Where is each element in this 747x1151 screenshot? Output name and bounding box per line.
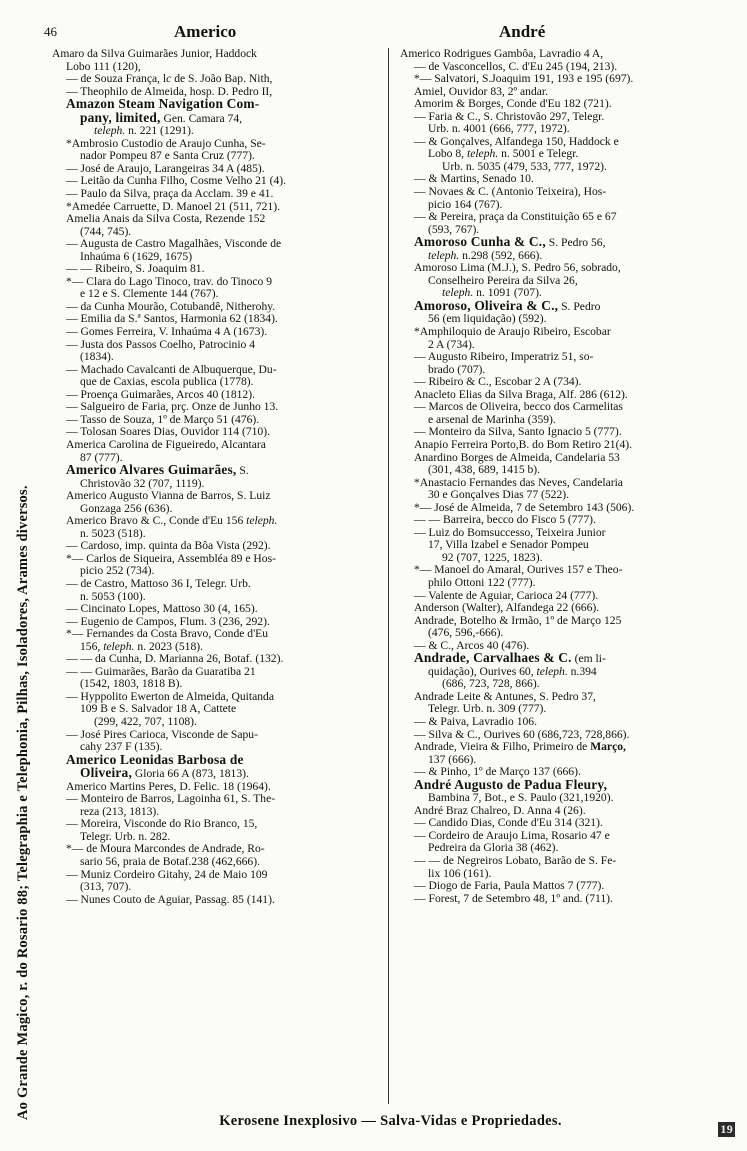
directory-entry xyxy=(400,893,726,906)
directory-entry xyxy=(52,843,378,868)
entry-line: Lobo 111 (120), xyxy=(66,59,141,73)
entry-line: 30 e Gonçalves Dias 77 (522). xyxy=(428,488,570,502)
entry-line: — & C., Arcos 40 (476). xyxy=(414,638,530,652)
entry-line: (301, 438, 689, 1415 b). xyxy=(428,463,541,477)
entry-line: e 12 e S. Clemente 144 (767). xyxy=(80,287,219,301)
entry-line: teleph. n. 221 (1291). xyxy=(94,124,194,138)
side-advertisement-text: Ao Grande Magico, r. do Rosario 88; Telegraphia e Telephonia, Pilhas, Isoladores, Arames diversos. xyxy=(15,485,31,1120)
entry-line: — Emilia da S.ª Santos, Harmonia 62 (1834). xyxy=(66,312,278,326)
directory-entry xyxy=(52,729,378,754)
entry-line: Pedreira da Gloria 38 (462). xyxy=(428,841,559,855)
entry-line: 2 A (734). xyxy=(428,337,475,351)
entry-line: — Valente de Aguiar, Carioca 24 (777). xyxy=(414,588,599,602)
entry-line: — Cincinato Lopes, Mattoso 30 (4, 165). xyxy=(66,602,258,616)
entry-line: n. 5023 (518). xyxy=(80,526,146,540)
directory-entry xyxy=(52,869,378,894)
entry-line: (1834). xyxy=(80,350,114,364)
entry-line: — & Pereira, praça da Constituição 65 e 67 xyxy=(414,210,617,224)
entry-line: — Diogo de Faria, Paula Mattos 7 (777). xyxy=(414,879,605,893)
entry-line: — Forest, 7 de Setembro 48, 1º and. (711). xyxy=(414,891,613,905)
entry-line: — Augusta de Castro Magalhães, Visconde de xyxy=(66,237,282,251)
entry-line: — Faria & C., S. Christovão 297, Telegr. xyxy=(414,109,605,123)
entry-line: — — da Cunha, D. Marianna 26, Botaf. (132). xyxy=(66,652,284,666)
directory-entry xyxy=(52,751,378,781)
directory-columns xyxy=(44,48,739,1108)
entry-line: Amazon Steam Navigation Com- xyxy=(66,96,260,112)
directory-entry xyxy=(400,351,726,376)
entry-line: — Eugenio de Campos, Flum. 3 (236, 292). xyxy=(66,614,270,628)
entry-line: Anderson (Walter), Alfandega 22 (666). xyxy=(414,601,600,615)
directory-entry xyxy=(52,213,378,238)
directory-entry xyxy=(52,553,378,578)
entry-line: Conselheiro Pereira da Silva 26, xyxy=(428,273,578,287)
entry-line: Telegr. Urb. n. 309 (777). xyxy=(428,702,547,716)
directory-entry xyxy=(400,855,726,880)
entry-line: Lobo 8, teleph. n. 5001 e Telegr. xyxy=(428,147,579,161)
entry-line: Oliveira, Gloria 66 A (873, 1813). xyxy=(80,765,249,781)
directory-entry xyxy=(400,401,726,426)
entry-line: n. 5053 (100). xyxy=(80,589,146,603)
entry-line: philo Ottoni 122 (777). xyxy=(428,575,536,589)
directory-entry xyxy=(52,691,378,729)
entry-line: Americo Bravo & C., Conde d'Eu 156 teleph. xyxy=(66,514,278,528)
entry-line: Andrade, Carvalhaes & C. (em li- xyxy=(414,650,606,666)
entry-line: — Nunes Couto de Aguiar, Passag. 85 (141). xyxy=(66,892,275,906)
entry-line: — Tasso de Souza, 1º de Março 51 (476). xyxy=(66,412,260,426)
directory-entry xyxy=(400,326,726,351)
entry-line: — de Vasconcellos, C. d'Eu 245 (194, 213). xyxy=(414,59,618,73)
entry-line: — — Ribeiro, S. Joaquim 81. xyxy=(66,262,205,276)
entry-line: lix 106 (161). xyxy=(428,866,492,880)
directory-entry xyxy=(400,211,726,236)
entry-line: 92 (707, 1225, 1823). xyxy=(442,550,543,564)
headword-left: Americo xyxy=(174,22,237,41)
entry-line: pany, limited, Gen. Camara 74, xyxy=(80,109,243,125)
entry-line: — — Guimarães, Barão da Guaratiba 21 xyxy=(66,664,256,678)
entry-line: *— Manoel do Amaral, Ourives 157 e Theo- xyxy=(414,563,623,577)
entry-line: teleph. n. 1091 (707). xyxy=(442,286,542,300)
directory-entry xyxy=(400,652,726,691)
directory-entry xyxy=(52,818,378,843)
running-header xyxy=(44,22,739,44)
entry-line: *Amphiloquio de Araujo Ribeiro, Escobar xyxy=(414,325,611,339)
entry-line: Amelia Anais da Silva Costa, Rezende 152 xyxy=(66,212,266,226)
entry-line: André Braz Chalreo, D. Anna 4 (26). xyxy=(414,803,586,817)
directory-entry xyxy=(400,776,726,805)
entry-line: — — Barreira, becco do Fisco 5 (777). xyxy=(414,513,596,527)
entry-line: — de Castro, Mattoso 36 I, Telegr. Urb. xyxy=(66,576,251,590)
entry-line: — José Pires Carioca, Visconde de Sapu- xyxy=(66,727,258,741)
entry-line: 87 (777). xyxy=(80,450,123,464)
entry-line: *— Carlos de Siqueira, Assembléa 89 e Hos- xyxy=(66,551,276,565)
entry-line: brado (707). xyxy=(428,362,486,376)
entry-line: 109 B e S. Salvador 18 A, Cattete xyxy=(80,702,237,716)
entry-line: — Marcos de Oliveira, becco dos Carmelitas xyxy=(414,400,623,414)
entry-line: — José de Araujo, Larangeiras 34 A (485). xyxy=(66,161,265,175)
directory-entry xyxy=(52,666,378,691)
entry-line: — Leitão da Cunha Filho, Cosme Velho 21 (4). xyxy=(66,174,287,188)
entry-line: Andrade, Botelho & Irmão, 1º de Março 125 xyxy=(414,613,622,627)
directory-entry xyxy=(52,628,378,653)
entry-line: Gonzaga 256 (636). xyxy=(80,501,173,515)
entry-line: *— José de Almeida, 7 de Setembro 143 (506). xyxy=(414,500,635,514)
directory-entry xyxy=(52,490,378,515)
entry-line: (313, 707). xyxy=(80,880,132,894)
directory-entry xyxy=(400,741,726,766)
entry-line: — Cardoso, imp. quinta da Bôa Vista (292). xyxy=(66,539,271,553)
directory-entry xyxy=(400,452,726,477)
entry-line: picio 252 (734). xyxy=(80,564,155,578)
entry-line: Anardino Borges de Almeida, Candelaria 53 xyxy=(414,450,620,464)
entry-line: Amorim & Borges, Conde d'Eu 182 (721). xyxy=(414,97,612,111)
footer-text: Kerosene Inexplosivo — Salva-Vidas e Propriedades. xyxy=(219,1113,562,1129)
directory-entry xyxy=(400,136,726,174)
directory-entry xyxy=(52,515,378,540)
entry-line: — Salgueiro de Faria, prç. Onze de Junho 13. xyxy=(66,400,279,414)
entry-line: Americo Leonidas Barbosa de xyxy=(66,751,244,767)
directory-entry xyxy=(400,527,726,565)
headword-right: André xyxy=(499,22,546,41)
entry-line: cahy 237 F (135). xyxy=(80,740,163,754)
entry-line: 137 (666). xyxy=(428,752,477,766)
entry-line: Amoroso, Oliveira & C., S. Pedro xyxy=(414,297,601,313)
entry-line: — Hyppolito Ewerton de Almeida, Quitanda xyxy=(66,689,275,703)
entry-line: Amoroso Cunha & C., S. Pedro 56, xyxy=(414,234,606,250)
entry-line: *— Fernandes da Costa Bravo, Conde d'Eu xyxy=(66,627,269,641)
entry-line: *Anastacio Fernandes das Neves, Candelaria xyxy=(414,475,623,489)
directory-entry xyxy=(52,578,378,603)
entry-line: America Carolina de Figueiredo, Alcantara xyxy=(66,437,266,451)
entry-line: (1542, 1803, 1818 B). xyxy=(80,677,183,691)
entry-line: — Candido Dias, Conde d'Eu 314 (321). xyxy=(414,816,603,830)
entry-line: Anacleto Elias da Silva Braga, Alf. 286 (612). xyxy=(414,387,628,401)
column-divider xyxy=(388,48,389,1104)
entry-line: — Luiz do Bomsuccesso, Teixeira Junior xyxy=(414,525,606,539)
directory-entry xyxy=(400,477,726,502)
directory-entry xyxy=(52,276,378,301)
entry-line: Amiel, Ouvidor 83, 2º andar. xyxy=(414,84,549,98)
side-advertisement xyxy=(2,40,40,1120)
footer-advertisement xyxy=(44,1113,737,1137)
directory-entry xyxy=(400,297,726,326)
entry-line: — Monteiro da Silva, Santo Ignacio 5 (777). xyxy=(414,425,622,439)
entry-line: Andrade Leite & Antunes, S. Pedro 37, xyxy=(414,689,596,703)
entry-line: Andrade, Vieira & Filho, Primeiro de Março, xyxy=(414,740,626,754)
entry-line: — & Pinho, 1º de Março 137 (666). xyxy=(414,765,581,779)
entry-line: Urb. n. 4001 (666, 777, 1972). xyxy=(428,122,570,136)
entry-line: — Machado Cavalcanti de Albuquerque, Du- xyxy=(66,362,277,376)
entry-line: nador Pompeu 87 e Santa Cruz (777). xyxy=(80,149,255,163)
directory-entry xyxy=(52,98,378,138)
entry-line: (476, 596,-666). xyxy=(428,626,504,640)
directory-entry xyxy=(400,564,726,589)
directory-entry xyxy=(52,364,378,389)
entry-line: — & Paiva, Lavradio 106. xyxy=(414,714,537,728)
entry-line: — da Cunha Mourão, Cotubandê, Nitherohy. xyxy=(66,299,276,313)
directory-entry xyxy=(400,186,726,211)
entry-line: (299, 422, 707, 1108). xyxy=(94,714,197,728)
directory-entry xyxy=(52,238,378,263)
entry-line: Bambina 7, Bot., e S. Paulo (321,1920). xyxy=(428,791,614,805)
entry-line: — Muniz Cordeiro Gitahy, 24 de Maio 109 xyxy=(66,867,268,881)
entry-line: — Silva & C., Ourives 60 (686,723, 728,866). xyxy=(414,727,630,741)
entry-line: — Tolosan Soares Dias, Ouvidor 114 (710). xyxy=(66,425,270,439)
entry-line: *— Salvatori, S.Joaquim 191, 193 e 195 (697). xyxy=(414,72,634,86)
directory-entry xyxy=(52,793,378,818)
directory-entry xyxy=(52,439,378,464)
entry-line: — Monteiro de Barros, Lagoinha 61, S. The- xyxy=(66,792,276,806)
entry-line: Urb. n. 5035 (479, 533, 777, 1972). xyxy=(442,159,607,173)
entry-line: Telegr. Urb. n. 282. xyxy=(80,829,171,843)
entry-line: (593, 767). xyxy=(428,222,480,236)
entry-line: — Cordeiro de Araujo Lima, Rosario 47 e xyxy=(414,828,610,842)
entry-line: Christovão 32 (707, 1119). xyxy=(80,476,205,490)
entry-line: — Ribeiro & C., Escobar 2 A (734). xyxy=(414,375,582,389)
directory-entry xyxy=(52,464,378,490)
directory-entry xyxy=(52,48,378,73)
directory-entry xyxy=(400,830,726,855)
entry-line: *— Clara do Lago Tinoco, trav. do Tinoco 9 xyxy=(66,274,273,288)
entry-line: Americo Rodrigues Gambôa, Lavradio 4 A, xyxy=(400,47,604,60)
entry-line: (744, 745). xyxy=(80,224,132,238)
directory-entry xyxy=(400,236,726,262)
entry-line: sario 56, praia de Botaf.238 (462,666). xyxy=(80,855,260,868)
entry-line: *— de Moura Marcondes de Andrade, Ro- xyxy=(66,842,265,856)
entry-line: 17, Villa Izabel e Senador Pompeu xyxy=(428,538,589,552)
entry-line: — & Martins, Senado 10. xyxy=(414,172,534,186)
directory-entry xyxy=(400,111,726,136)
entry-line: reza (213, 1813). xyxy=(80,804,160,818)
entry-line: — Novaes & C. (Antonio Teixeira), Hos- xyxy=(414,185,607,199)
entry-line: Anapio Ferreira Porto,B. do Bom Retiro 21(4). xyxy=(414,437,632,451)
entry-line: — Moreira, Visconde do Rio Branco, 15, xyxy=(66,817,258,831)
entry-line: *Amedée Carruette, D. Manoel 21 (511, 721). xyxy=(66,199,280,213)
entry-line: — Gomes Ferreira, V. Inhaúma 4 A (1673). xyxy=(66,325,268,339)
entry-line: — Paulo da Silva, praça da Acclam. 39 e 41. xyxy=(66,187,274,201)
entry-line: teleph. n.298 (592, 666). xyxy=(428,248,543,262)
left-column xyxy=(52,48,378,1106)
entry-line: Americo Alvares Guimarães, S. xyxy=(66,462,249,478)
entry-line: — Theophilo de Almeida, hosp. D. Pedro II, xyxy=(66,84,273,98)
entry-line: — de Souza França, lc de S. João Bap. Nith, xyxy=(66,72,273,86)
entry-line: — Proença Guimarães, Arcos 40 (1812). xyxy=(66,387,255,401)
folio-number: 46 xyxy=(44,24,57,39)
right-column xyxy=(400,48,726,1106)
directory-entry xyxy=(400,615,726,640)
entry-line: Amoroso Lima (M.J.), S. Pedro 56, sobrado, xyxy=(414,261,621,275)
entry-line: André Augusto de Padua Fleury, xyxy=(414,776,608,792)
entry-line: 156, teleph. n. 2023 (518). xyxy=(80,639,204,653)
entry-line: — Justa dos Passos Coelho, Patrocinio 4 xyxy=(66,337,256,351)
entry-line: *Ambrosio Custodio de Araujo Cunha, Se- xyxy=(66,136,266,150)
entry-line: que de Caxias, escola publica (1778). xyxy=(80,375,254,389)
entry-line: — & Gonçalves, Alfandega 150, Haddock e xyxy=(414,134,619,148)
entry-line: Amaro da Silva Guimarães Junior, Haddock xyxy=(52,47,257,60)
directory-entry xyxy=(52,138,378,163)
directory-entry xyxy=(400,262,726,300)
entry-line: Americo Augusto Vianna de Barros, S. Luiz xyxy=(66,489,271,503)
entry-line: e arsenal de Marinha (359). xyxy=(428,412,556,426)
entry-line: (686, 723, 728, 866). xyxy=(442,677,540,691)
entry-line: picio 164 (767). xyxy=(428,197,503,211)
page-number-badge: 19 xyxy=(720,1122,733,1136)
entry-line: Inhaúma 6 (1629, 1675) xyxy=(80,249,193,263)
entry-line: — Augusto Ribeiro, Imperatriz 51, so- xyxy=(414,350,594,364)
entry-line: 56 (em liquidação) (592). xyxy=(428,312,547,326)
directory-entry xyxy=(52,339,378,364)
entry-line: Americo Martins Peres, D. Felic. 18 (1964). xyxy=(66,779,271,793)
entry-line: — — de Negreiros Lobato, Barão de S. Fe- xyxy=(414,854,617,867)
directory-entry xyxy=(52,894,378,907)
directory-entry xyxy=(400,691,726,716)
entry-line: quidação), Ourives 60, teleph. n.394 xyxy=(428,664,597,678)
